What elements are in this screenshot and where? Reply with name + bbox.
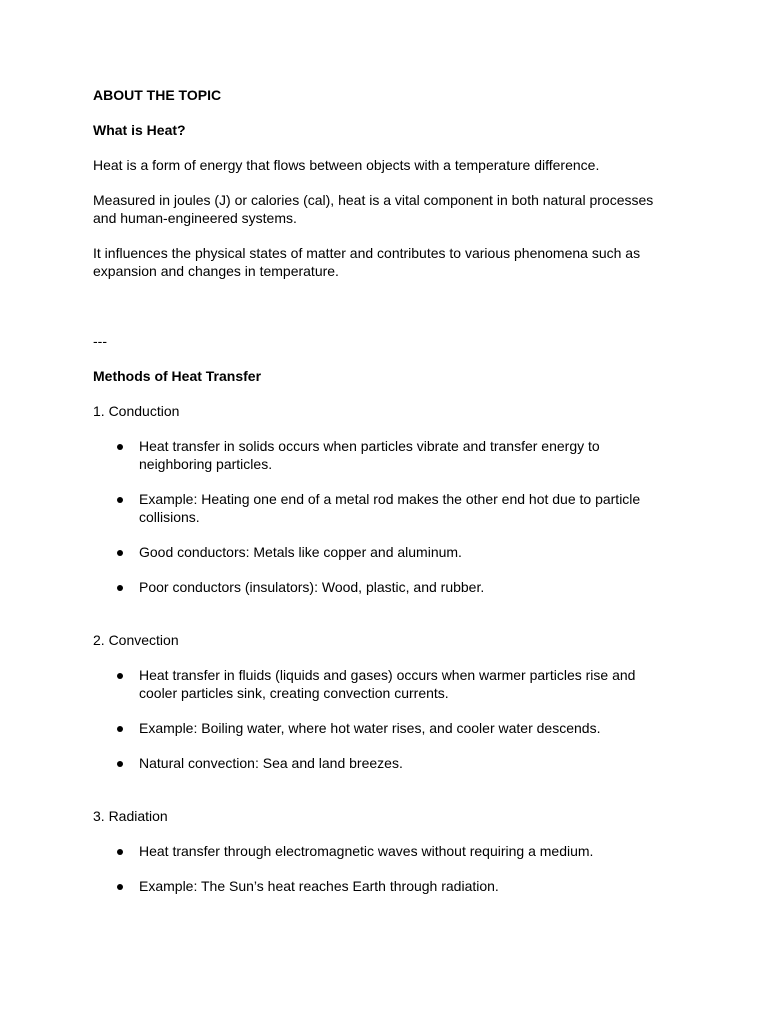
- paragraph-heat-measurement: Measured in joules (J) or calories (cal), heat is a vital component in both natural processes and human-engineered systems.: [93, 192, 654, 226]
- bullet-text: Example: The Sun’s heat reaches Earth through radiation.: [139, 878, 499, 894]
- bullet-text: Heat transfer in fluids (liquids and gases) occurs when warmer particles rise and cooler particles sink, creating convection currents.: [139, 667, 636, 701]
- bullet-text: Heat transfer through electromagnetic waves without requiring a medium.: [139, 843, 594, 859]
- bullet-icon: [117, 761, 123, 767]
- bullet-icon: [117, 673, 123, 679]
- what-is-heat-title: What is Heat?: [93, 122, 186, 138]
- paragraph-heat-definition: Heat is a form of energy that flows between objects with a temperature difference.: [93, 157, 600, 173]
- bullet-text: Natural convection: Sea and land breezes.: [139, 755, 403, 771]
- bullet-icon: [117, 726, 123, 732]
- bullet-text: Heat transfer in solids occurs when particles vibrate and transfer energy to neighboring particles.: [139, 438, 600, 472]
- bullet-text: Example: Boiling water, where hot water rises, and cooler water descends.: [139, 720, 601, 736]
- radiation-bullet-list: [93, 842, 673, 895]
- list-item: [93, 754, 673, 772]
- conduction-bullet-list: [93, 437, 673, 596]
- list-item: [93, 877, 673, 895]
- section-title-radiation: 3. Radiation: [93, 808, 168, 824]
- methods-title: Methods of Heat Transfer: [93, 368, 262, 384]
- bullet-icon: [117, 444, 123, 450]
- list-item: [93, 543, 673, 561]
- vertical-spacer: [93, 297, 673, 332]
- vertical-spacer: [93, 613, 673, 631]
- bullet-text: Example: Heating one end of a metal rod makes the other end hot due to particle collisions.: [139, 491, 641, 525]
- convection-bullet-list: [93, 666, 673, 772]
- bullet-icon: [117, 585, 123, 591]
- paragraph-heat-influence: It influences the physical states of matter and contributes to various phenomena such as expansion and changes in temperature.: [93, 245, 641, 279]
- section-title-conduction: 1. Conduction: [93, 403, 180, 419]
- list-item: [93, 842, 673, 860]
- separator-line: ---: [93, 333, 107, 349]
- list-item: [93, 719, 673, 737]
- list-item: [93, 437, 673, 473]
- document-content: [93, 86, 673, 912]
- bullet-icon: [117, 550, 123, 556]
- list-item: [93, 578, 673, 596]
- section-title-convection: 2. Convection: [93, 632, 179, 648]
- bullet-icon: [117, 849, 123, 855]
- document-heading: ABOUT THE TOPIC: [93, 87, 222, 103]
- bullet-icon: [117, 884, 123, 890]
- vertical-spacer: [93, 789, 673, 807]
- list-item: [93, 666, 673, 702]
- bullet-text: Good conductors: Metals like copper and aluminum.: [139, 544, 462, 560]
- bullet-text: Poor conductors (insulators): Wood, plastic, and rubber.: [139, 579, 485, 595]
- bullet-icon: [117, 497, 123, 503]
- list-item: [93, 490, 673, 526]
